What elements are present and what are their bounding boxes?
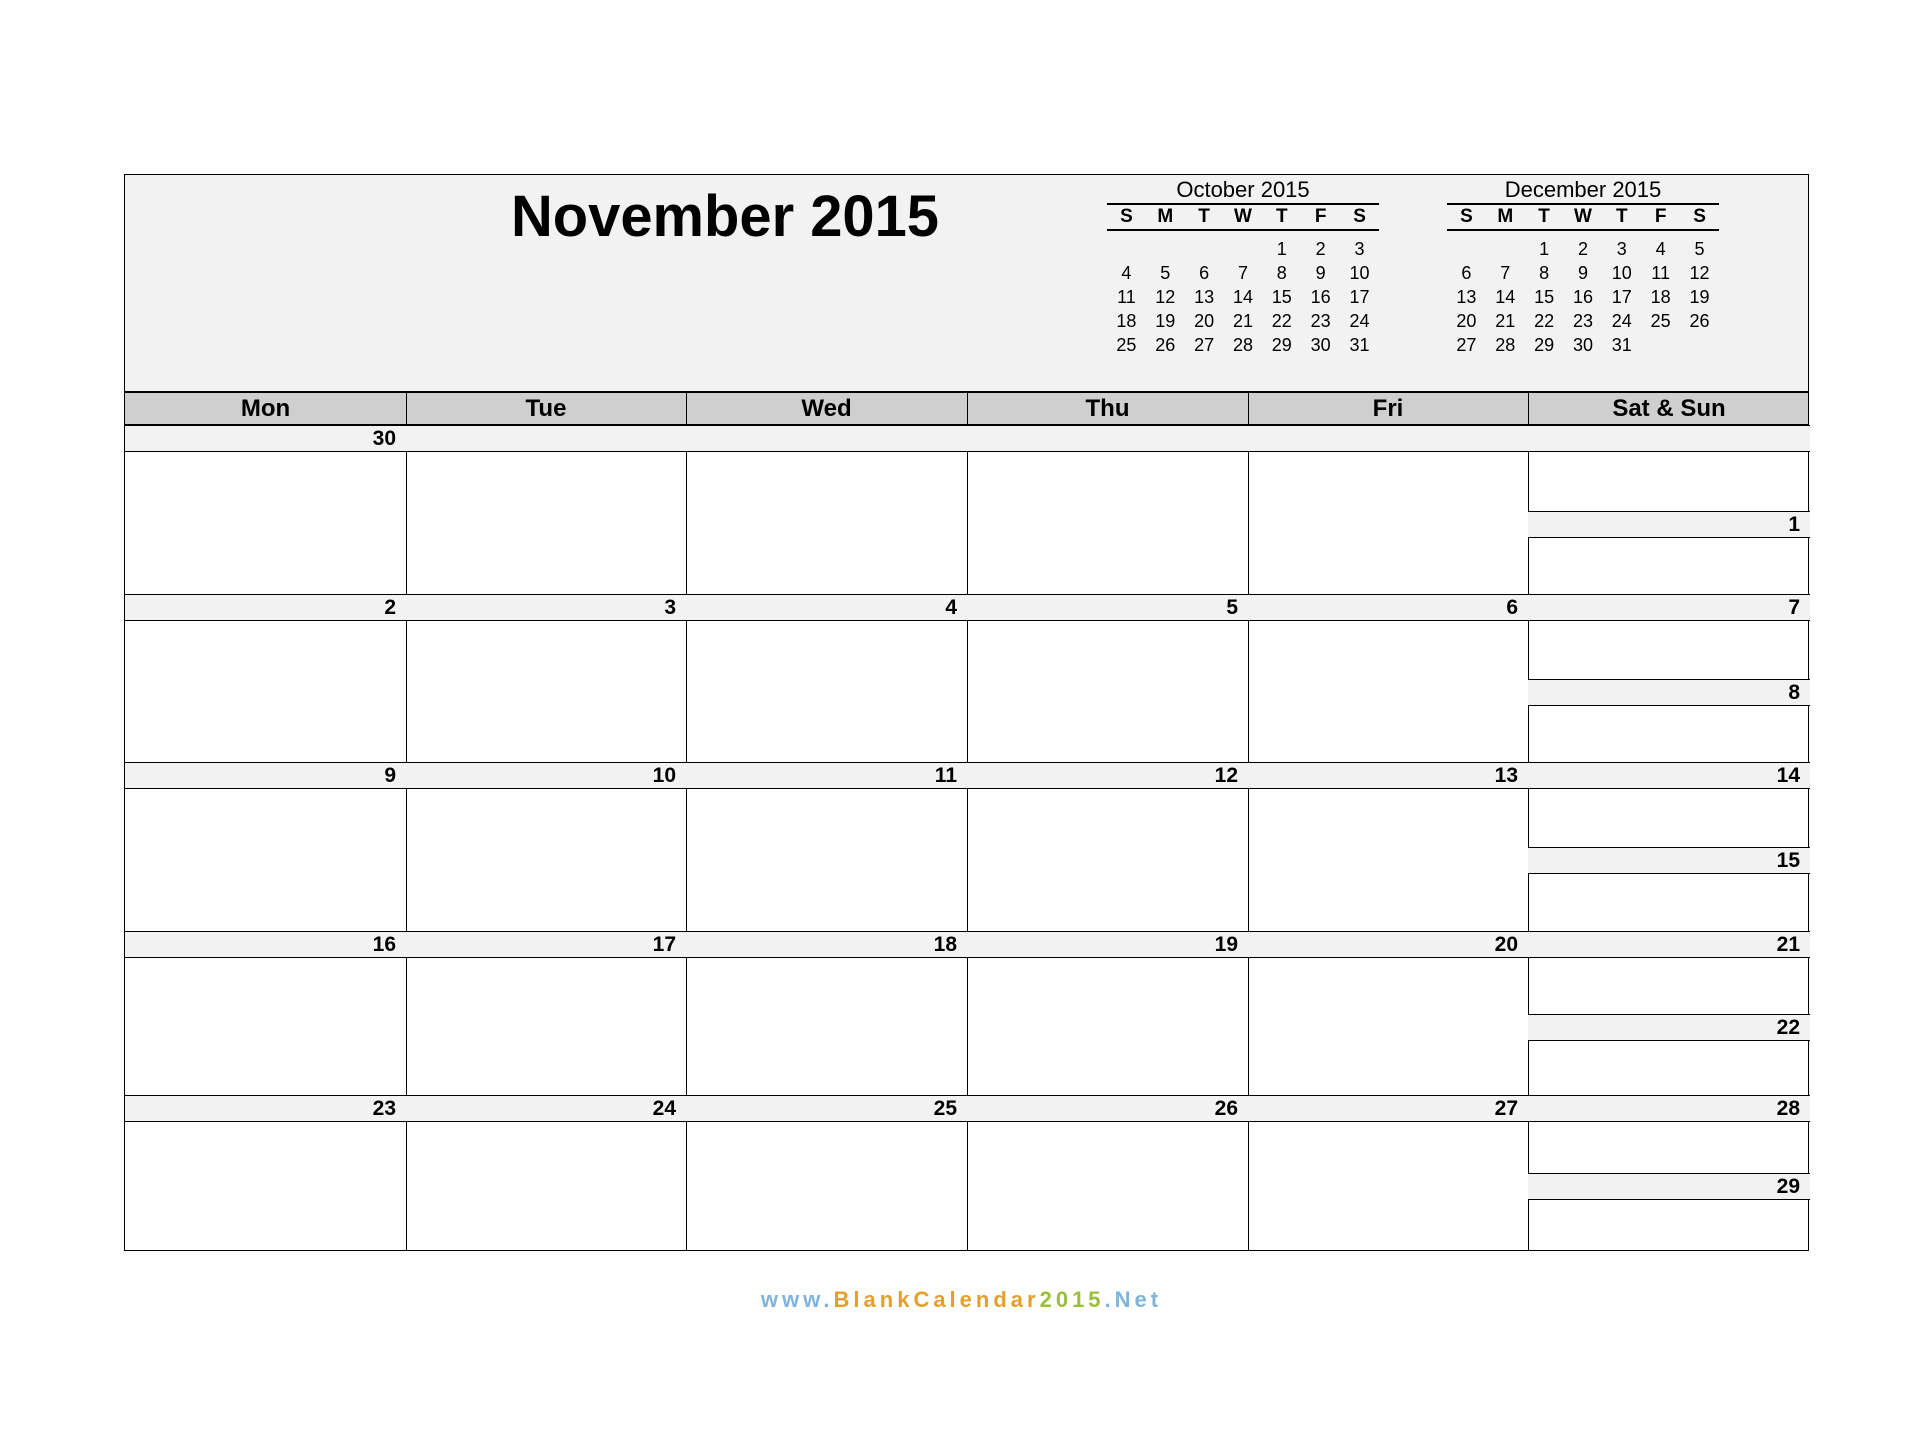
day-number: 13 [1494,764,1518,787]
mini-week-row [1447,230,1719,261]
mini-day: 3 [1616,238,1627,259]
mini-day: 18 [1650,286,1671,307]
mini-day: 14 [1495,286,1516,307]
footer-text-part: Calendar [913,1287,1040,1312]
day-cell-header[interactable] [1248,762,1528,789]
mini-day: 15 [1534,286,1555,307]
mini-day: 1 [1276,238,1287,259]
day-number: 25 [933,1097,957,1120]
day-number: 19 [1214,933,1238,956]
mini-day [1107,230,1146,261]
mini-day: 22 [1534,310,1555,331]
mini-week-row [1107,309,1379,333]
mini-day: 13 [1194,286,1215,307]
day-number: 26 [1214,1097,1238,1120]
day-cell-header[interactable] [1528,594,1810,621]
day-number: 30 [372,427,396,450]
day-cell-header[interactable] [1528,679,1810,706]
mini-day: 10 [1611,262,1632,283]
day-number: 11 [934,764,957,787]
day-number: 24 [652,1097,676,1120]
day-number: 17 [652,933,676,956]
mini-day [1146,230,1185,261]
day-cell-header[interactable] [686,762,967,789]
day-number: 9 [384,764,396,787]
day-number: 22 [1776,1016,1800,1039]
mini-day: 7 [1500,262,1511,283]
day-cell-header[interactable] [125,1095,406,1122]
mini-day: 14 [1232,286,1253,307]
mini-day [1447,230,1486,261]
day-cell-header[interactable] [1528,511,1810,538]
mini-day: 7 [1237,262,1248,283]
mini-day: 23 [1310,310,1331,331]
mini-day: 21 [1495,310,1516,331]
mini-calendar-title: October 2015 [1107,177,1379,205]
mini-day: 26 [1689,310,1710,331]
day-cell-header[interactable] [1248,1095,1528,1122]
mini-day: 21 [1232,310,1253,331]
day-cell-header[interactable] [1528,1173,1810,1200]
mini-day: 25 [1650,310,1671,331]
day-number: 7 [1788,596,1800,619]
footer-text-part: Blank [833,1287,914,1312]
day-number: 23 [372,1097,396,1120]
mini-day: 15 [1271,286,1292,307]
day-cell-header[interactable] [1528,1095,1810,1122]
mini-day: 2 [1577,238,1588,259]
mini-day-header: T [1185,205,1224,230]
mini-week-row [1107,230,1379,261]
day-cell-header[interactable] [1248,931,1528,958]
mini-day: 31 [1611,334,1632,355]
day-number: 3 [664,596,676,619]
day-number: 1 [1788,513,1800,536]
day-number: 29 [1776,1175,1800,1198]
mini-day: 26 [1155,334,1176,355]
mini-day: 29 [1534,334,1555,355]
mini-day-header: T [1525,205,1564,230]
footer-text-part: .Net [1104,1287,1163,1312]
mini-day: 6 [1199,262,1210,283]
mini-day: 18 [1116,310,1137,331]
mini-day: 9 [1315,262,1326,283]
mini-day: 28 [1495,334,1516,355]
mini-day: 27 [1194,334,1215,355]
day-cell-header[interactable] [1528,1014,1810,1041]
day-cell-header[interactable] [406,425,686,452]
day-number: 18 [933,933,957,956]
mini-day: 10 [1349,262,1370,283]
day-cell-header[interactable] [686,425,967,452]
mini-day [1641,333,1680,357]
mini-calendar-previous [1107,177,1379,357]
mini-day: 25 [1116,334,1137,355]
mini-day-header: S [1680,205,1719,230]
mini-day-header: F [1301,205,1340,230]
mini-day: 8 [1276,262,1287,283]
day-number: 5 [1226,596,1238,619]
day-cell-header[interactable] [967,425,1248,452]
mini-day: 29 [1271,334,1292,355]
weekday-header: Wed [801,395,852,422]
day-cell-header[interactable] [686,594,967,621]
day-cell-header[interactable] [406,762,686,789]
mini-day: 3 [1354,238,1365,259]
mini-week-row [1447,285,1719,309]
mini-day: 24 [1611,310,1632,331]
day-number: 14 [1776,764,1800,787]
mini-week-row [1447,309,1719,333]
mini-day: 27 [1456,334,1477,355]
day-cell-header[interactable] [125,931,406,958]
day-cell-header[interactable] [406,931,686,958]
mini-day: 1 [1539,238,1550,259]
footer-text-part: 2015 [1039,1287,1105,1312]
mini-week-row [1107,285,1379,309]
day-cell-header[interactable] [967,1095,1248,1122]
mini-day [1486,230,1525,261]
mini-day: 13 [1456,286,1477,307]
day-cell-header[interactable] [1528,425,1810,452]
day-number: 28 [1776,1097,1800,1120]
mini-calendar-next [1447,177,1719,357]
day-cell-header[interactable] [1528,931,1810,958]
day-number: 20 [1494,933,1518,956]
mini-day-header: T [1602,205,1641,230]
day-cell-header[interactable] [406,594,686,621]
mini-calendar-grid [1447,205,1719,357]
mini-calendar-grid [1107,205,1379,357]
mini-day-header: S [1447,205,1486,230]
mini-day: 22 [1271,310,1292,331]
mini-day: 17 [1611,286,1632,307]
mini-day-header: W [1564,205,1603,230]
mini-day: 11 [1651,262,1670,283]
mini-day: 8 [1539,262,1550,283]
mini-day-header: S [1340,205,1379,230]
day-cell-header[interactable] [125,594,406,621]
mini-day: 20 [1194,310,1215,331]
weekday-header: Fri [1372,395,1404,422]
mini-day: 16 [1310,286,1331,307]
mini-day [1185,230,1224,261]
day-cell-header[interactable] [406,1095,686,1122]
day-number: 10 [652,764,676,787]
mini-day-header: T [1262,205,1301,230]
footer-text-part: www. [760,1287,834,1312]
day-cell-header[interactable] [967,931,1248,958]
mini-day: 11 [1117,286,1136,307]
day-cell-header[interactable] [686,931,967,958]
day-number: 27 [1494,1097,1518,1120]
mini-day: 5 [1160,262,1171,283]
mini-day: 31 [1349,334,1370,355]
mini-day-header: M [1146,205,1185,230]
day-number: 21 [1776,933,1800,956]
day-cell-header[interactable] [967,594,1248,621]
calendar-header [124,174,1809,392]
mini-day: 19 [1689,286,1710,307]
day-number: 15 [1776,849,1800,872]
footer-website [0,1287,1923,1313]
day-cell-header[interactable] [1528,762,1810,789]
mini-day: 12 [1689,262,1710,283]
mini-week-row [1107,333,1379,357]
mini-calendar-title: December 2015 [1447,177,1719,205]
mini-day: 4 [1655,238,1666,259]
mini-day: 5 [1694,238,1705,259]
mini-day-header: M [1486,205,1525,230]
mini-day [1680,333,1719,357]
day-number: 8 [1788,681,1800,704]
day-number: 6 [1506,596,1518,619]
mini-day [1224,230,1263,261]
day-number: 4 [945,596,957,619]
weekday-header: Tue [525,395,567,422]
mini-day: 9 [1577,262,1588,283]
day-cell-header[interactable] [125,762,406,789]
weekday-header: Sat & Sun [1612,395,1726,422]
page-title [385,177,1065,257]
day-cell-header[interactable] [1248,594,1528,621]
weekday-header: Thu [1085,395,1130,422]
day-cell-header[interactable] [125,425,406,452]
day-cell-header[interactable] [1528,847,1810,874]
mini-day-header: S [1107,205,1146,230]
day-number: 2 [384,596,396,619]
day-cell-header[interactable] [967,762,1248,789]
weekday-header: Mon [240,395,291,422]
mini-day: 17 [1349,286,1370,307]
mini-day: 16 [1572,286,1593,307]
mini-day: 12 [1155,286,1176,307]
day-cell-header[interactable] [1248,425,1528,452]
mini-day: 2 [1315,238,1326,259]
mini-day: 24 [1349,310,1370,331]
mini-day: 30 [1310,334,1331,355]
page-title-text: November 2015 [511,184,939,249]
mini-day: 30 [1572,334,1593,355]
mini-day: 20 [1456,310,1477,331]
mini-day: 23 [1572,310,1593,331]
mini-day-header: F [1641,205,1680,230]
mini-day: 4 [1121,262,1132,283]
mini-day: 28 [1232,334,1253,355]
mini-day: 6 [1461,262,1472,283]
day-number: 16 [372,933,396,956]
day-number: 12 [1214,764,1238,787]
mini-week-row [1447,333,1719,357]
mini-day: 19 [1155,310,1176,331]
mini-week-row [1107,261,1379,285]
mini-day-header: W [1224,205,1263,230]
day-cell-header[interactable] [686,1095,967,1122]
mini-week-row [1447,261,1719,285]
month-grid [124,392,1809,1251]
